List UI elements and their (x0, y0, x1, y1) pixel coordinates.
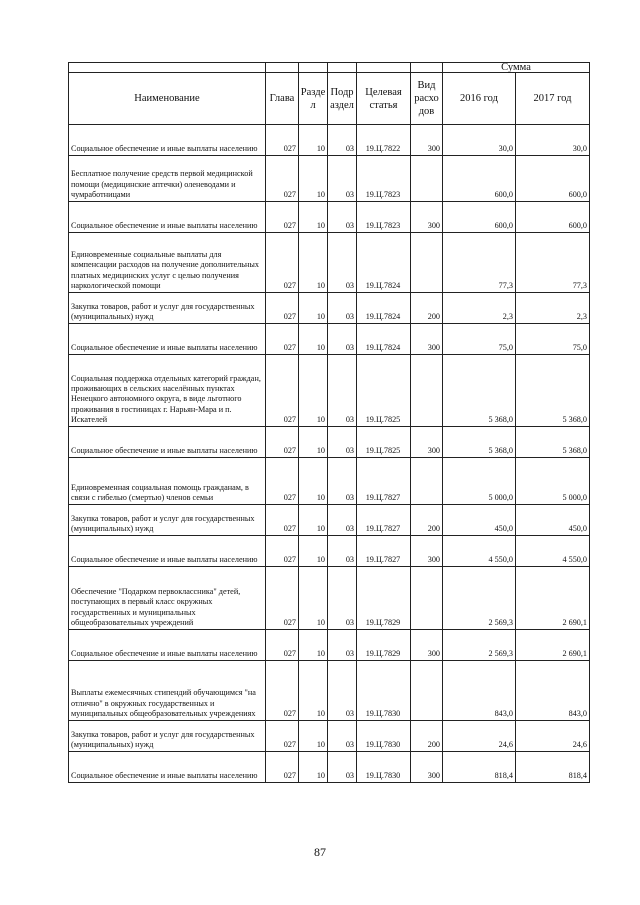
row-name: Единовременные социальные выплаты для компенсации расходов на получение дополнительных платных медицинских услуг с целью получения наркологической помощи (69, 233, 266, 293)
row-name: Закупка товаров, работ и услуг для государственных (муниципальных) нужд (69, 721, 266, 752)
row-value-2016: 30,0 (443, 125, 516, 156)
row-target: 19.Ц.7827 (357, 458, 411, 505)
row-name: Социальное обеспечение и иные выплаты населению (69, 202, 266, 233)
row-value-2016: 4 550,0 (443, 536, 516, 567)
header-blank-cell (328, 63, 357, 73)
table-row (69, 458, 590, 505)
header-summa: Сумма (443, 63, 590, 73)
row-target: 19.Ц.7829 (357, 567, 411, 630)
row-glava: 027 (266, 125, 299, 156)
row-podrazdel: 03 (328, 536, 357, 567)
row-razdel: 10 (299, 202, 328, 233)
row-vid: 300 (411, 125, 443, 156)
row-value-2017: 2 690,1 (516, 630, 590, 661)
row-name: Единовременная социальная помощь гражданам, в связи с гибелью (смертью) членов семьи (69, 458, 266, 505)
row-value-2016: 5 368,0 (443, 427, 516, 458)
header-glava: Глава (266, 73, 299, 125)
row-vid (411, 233, 443, 293)
row-glava: 027 (266, 293, 299, 324)
row-razdel: 10 (299, 567, 328, 630)
row-value-2016: 600,0 (443, 156, 516, 202)
header-target: Целевая статья (357, 73, 411, 125)
row-glava: 027 (266, 536, 299, 567)
row-vid: 300 (411, 752, 443, 783)
row-name: Выплаты ежемесячных стипендий обучающимся "на отлично" в окружных государственных и муниципальных общеобразовательных учреждениях (69, 661, 266, 721)
header-2017: 2017 год (516, 73, 590, 125)
row-value-2017: 843,0 (516, 661, 590, 721)
row-vid: 300 (411, 324, 443, 355)
row-name: Закупка товаров, работ и услуг для государственных (муниципальных) нужд (69, 505, 266, 536)
row-glava: 027 (266, 752, 299, 783)
row-target: 19.Ц.7824 (357, 233, 411, 293)
row-vid: 200 (411, 293, 443, 324)
row-podrazdel: 03 (328, 427, 357, 458)
row-value-2016: 843,0 (443, 661, 516, 721)
table-row (69, 125, 590, 156)
row-value-2016: 2 569,3 (443, 630, 516, 661)
row-vid (411, 458, 443, 505)
header-blank-cell (69, 63, 266, 73)
header-vid: Вид расхо дов (411, 73, 443, 125)
row-glava: 027 (266, 505, 299, 536)
row-razdel: 10 (299, 293, 328, 324)
header-name: Наименование (69, 73, 266, 125)
row-value-2017: 30,0 (516, 125, 590, 156)
row-value-2017: 600,0 (516, 202, 590, 233)
header-razdel: Разде л (299, 73, 328, 125)
row-value-2017: 450,0 (516, 505, 590, 536)
header-blank-cell (266, 63, 299, 73)
row-target: 19.Ц.7823 (357, 202, 411, 233)
row-vid (411, 355, 443, 427)
row-razdel: 10 (299, 125, 328, 156)
header-blank-cell (299, 63, 328, 73)
row-value-2016: 24,6 (443, 721, 516, 752)
row-razdel: 10 (299, 536, 328, 567)
table-row (69, 505, 590, 536)
row-razdel: 10 (299, 324, 328, 355)
row-value-2017: 818,4 (516, 752, 590, 783)
row-value-2016: 5 000,0 (443, 458, 516, 505)
row-razdel: 10 (299, 355, 328, 427)
table-row (69, 630, 590, 661)
row-razdel: 10 (299, 156, 328, 202)
table-row (69, 721, 590, 752)
row-name: Закупка товаров, работ и услуг для государственных (муниципальных) нужд (69, 293, 266, 324)
row-target: 19.Ц.7830 (357, 721, 411, 752)
row-value-2016: 75,0 (443, 324, 516, 355)
header-podrazdel: Подр аздел (328, 73, 357, 125)
row-target: 19.Ц.7830 (357, 752, 411, 783)
row-target: 19.Ц.7825 (357, 355, 411, 427)
row-podrazdel: 03 (328, 567, 357, 630)
row-name: Обеспечение "Подарком первоклассника" детей, поступающих в первый класс окружных государственных и муниципальных общеобразовательных учреждений (69, 567, 266, 630)
row-value-2016: 600,0 (443, 202, 516, 233)
row-name: Социальное обеспечение и иные выплаты населению (69, 536, 266, 567)
row-target: 19.Ц.7827 (357, 536, 411, 567)
budget-table-container (68, 62, 589, 783)
table-row (69, 156, 590, 202)
row-value-2017: 5 000,0 (516, 458, 590, 505)
row-podrazdel: 03 (328, 752, 357, 783)
row-target: 19.Ц.7827 (357, 505, 411, 536)
row-value-2016: 5 368,0 (443, 355, 516, 427)
row-name: Бесплатное получение средств первой медицинской помощи (медицинские аптечки) оленеводами и чумработницами (69, 156, 266, 202)
row-podrazdel: 03 (328, 661, 357, 721)
row-razdel: 10 (299, 630, 328, 661)
row-vid: 300 (411, 536, 443, 567)
row-value-2017: 77,3 (516, 233, 590, 293)
row-name: Социальное обеспечение и иные выплаты населению (69, 125, 266, 156)
row-glava: 027 (266, 324, 299, 355)
row-glava: 027 (266, 567, 299, 630)
table-row (69, 202, 590, 233)
row-razdel: 10 (299, 458, 328, 505)
row-glava: 027 (266, 233, 299, 293)
row-target: 19.Ц.7824 (357, 293, 411, 324)
row-razdel: 10 (299, 752, 328, 783)
row-value-2016: 2,3 (443, 293, 516, 324)
row-podrazdel: 03 (328, 458, 357, 505)
row-podrazdel: 03 (328, 505, 357, 536)
row-vid: 300 (411, 630, 443, 661)
row-value-2017: 5 368,0 (516, 355, 590, 427)
row-target: 19.Ц.7824 (357, 324, 411, 355)
row-podrazdel: 03 (328, 156, 357, 202)
row-vid: 200 (411, 721, 443, 752)
row-podrazdel: 03 (328, 324, 357, 355)
row-glava: 027 (266, 156, 299, 202)
row-vid: 300 (411, 202, 443, 233)
row-vid (411, 567, 443, 630)
row-value-2017: 2,3 (516, 293, 590, 324)
table-row (69, 661, 590, 721)
row-value-2017: 75,0 (516, 324, 590, 355)
row-value-2017: 24,6 (516, 721, 590, 752)
table-row (69, 355, 590, 427)
row-podrazdel: 03 (328, 630, 357, 661)
header-top-row (69, 63, 590, 73)
row-podrazdel: 03 (328, 202, 357, 233)
row-razdel: 10 (299, 233, 328, 293)
table-row (69, 324, 590, 355)
row-name: Социальное обеспечение и иные выплаты населению (69, 630, 266, 661)
row-value-2016: 818,4 (443, 752, 516, 783)
table-row (69, 233, 590, 293)
row-value-2017: 600,0 (516, 156, 590, 202)
row-vid (411, 156, 443, 202)
table-row (69, 567, 590, 630)
header-row (69, 73, 590, 125)
header-blank-cell (357, 63, 411, 73)
row-razdel: 10 (299, 661, 328, 721)
header-2016: 2016 год (443, 73, 516, 125)
row-target: 19.Ц.7823 (357, 156, 411, 202)
row-name: Социальная поддержка отдельных категорий граждан, проживающих в сельских населённых пунктах Ненецкого автономного округа, в виде льготного проживания в гостиницах г. Нарьян-Мара и п. Искателей (69, 355, 266, 427)
row-glava: 027 (266, 721, 299, 752)
header-blank-cell (411, 63, 443, 73)
row-razdel: 10 (299, 427, 328, 458)
row-podrazdel: 03 (328, 293, 357, 324)
row-value-2017: 5 368,0 (516, 427, 590, 458)
row-value-2016: 2 569,3 (443, 567, 516, 630)
row-glava: 027 (266, 630, 299, 661)
row-name: Социальное обеспечение и иные выплаты населению (69, 324, 266, 355)
row-glava: 027 (266, 458, 299, 505)
row-podrazdel: 03 (328, 233, 357, 293)
row-vid: 200 (411, 505, 443, 536)
page-number: 87 (314, 845, 326, 859)
table-row (69, 752, 590, 783)
budget-table (68, 62, 590, 783)
row-target: 19.Ц.7822 (357, 125, 411, 156)
row-value-2017: 4 550,0 (516, 536, 590, 567)
row-name: Социальное обеспечение и иные выплаты населению (69, 427, 266, 458)
row-value-2017: 2 690,1 (516, 567, 590, 630)
row-razdel: 10 (299, 721, 328, 752)
table-row (69, 536, 590, 567)
row-glava: 027 (266, 427, 299, 458)
table-row (69, 293, 590, 324)
row-vid (411, 661, 443, 721)
row-target: 19.Ц.7825 (357, 427, 411, 458)
row-podrazdel: 03 (328, 355, 357, 427)
row-podrazdel: 03 (328, 125, 357, 156)
row-glava: 027 (266, 661, 299, 721)
row-podrazdel: 03 (328, 721, 357, 752)
row-target: 19.Ц.7830 (357, 661, 411, 721)
row-target: 19.Ц.7829 (357, 630, 411, 661)
row-name: Социальное обеспечение и иные выплаты населению (69, 752, 266, 783)
row-glava: 027 (266, 355, 299, 427)
row-razdel: 10 (299, 505, 328, 536)
row-glava: 027 (266, 202, 299, 233)
row-vid: 300 (411, 427, 443, 458)
table-row (69, 427, 590, 458)
row-value-2016: 77,3 (443, 233, 516, 293)
row-value-2016: 450,0 (443, 505, 516, 536)
